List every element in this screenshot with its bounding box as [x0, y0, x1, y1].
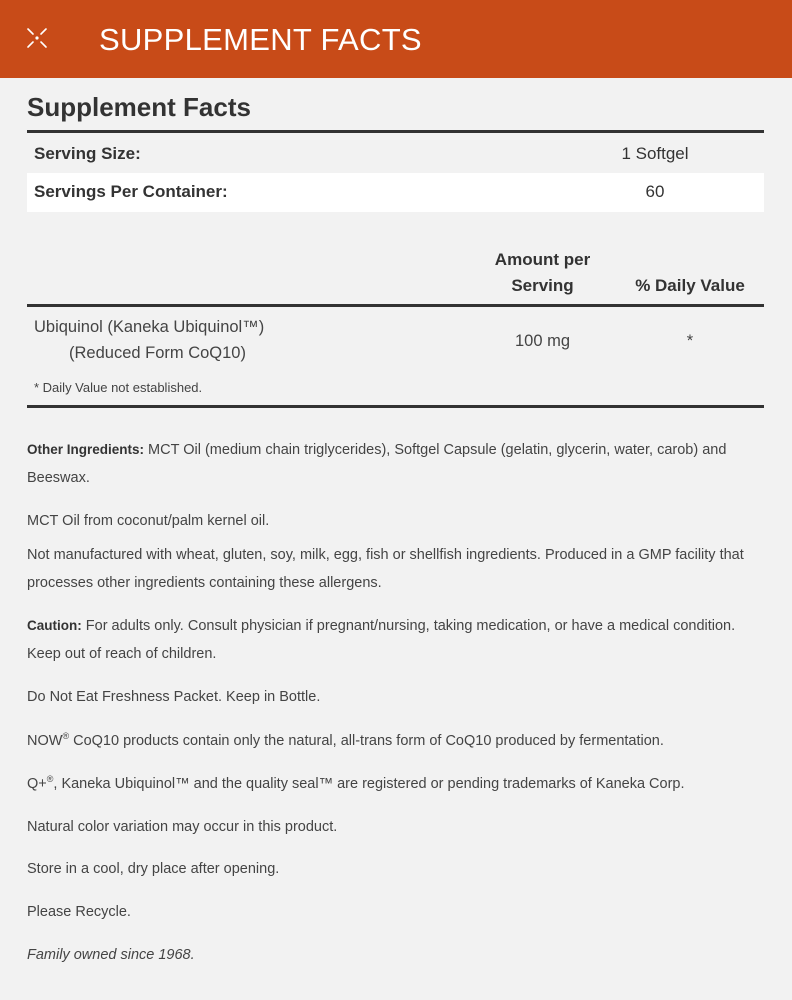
other-ingredients-text: MCT Oil (medium chain triglycerides), Softgel Capsule (gelatin, glycerin, water, carob) and Beeswax. — [27, 442, 727, 486]
facts-top-rule — [27, 130, 764, 133]
allergen-statement: Not manufactured with wheat, gluten, soy, milk, egg, fish or shellfish ingredients. Produced in a GMP facility that processes other ingredients containing these allergens. — [27, 547, 744, 591]
other-ingredients — [27, 436, 767, 492]
facts-title: Supplement Facts — [27, 92, 251, 122]
now-brand: NOW — [27, 733, 63, 749]
serving-size-label: Serving Size: — [34, 144, 141, 163]
q-plus-brand: Q+ — [27, 776, 47, 792]
ingredient-name-line2: (Reduced Form CoQ10) — [69, 344, 246, 362]
trademark-text: , Kaneka Ubiquinol™ and the quality seal™ are registered or pending trademarks of Kaneka Corp. — [53, 776, 685, 792]
family-owned-note: Family owned since 1968. — [27, 947, 195, 963]
mct-source: MCT Oil from coconut/palm kernel oil. — [27, 513, 270, 529]
sparkle-x-icon — [26, 27, 48, 49]
registered-mark: ® — [62, 731, 70, 741]
amount-header-line1: Amount per — [494, 250, 591, 269]
column-header-rule — [27, 304, 764, 307]
daily-value-footnote: * Daily Value not established. — [34, 380, 203, 395]
ingredient-name-line1: Ubiquinol (Kaneka Ubiquinol™) — [34, 318, 265, 336]
facts-bottom-rule — [27, 405, 764, 408]
recycle-note: Please Recycle. — [27, 904, 131, 920]
freshness-note: Do Not Eat Freshness Packet. Keep in Bottle. — [27, 689, 321, 705]
ingredient-daily-value: * — [686, 332, 694, 350]
amount-per-serving-header — [470, 247, 615, 299]
daily-value-header: % Daily Value — [635, 276, 745, 295]
amount-header-line2: Serving — [511, 276, 574, 295]
color-variation-note: Natural color variation may occur in this product. — [27, 819, 338, 835]
caution-text: For adults only. Consult physician if pregnant/nursing, taking medication, or have a medical condition. Keep out of reach of children. — [27, 618, 736, 662]
caution — [27, 612, 767, 668]
serving-size-value: 1 Softgel — [621, 144, 689, 163]
servings-per-container-value: 60 — [645, 182, 665, 201]
now-coq10-note — [27, 727, 767, 755]
caution-label: Caution: — [27, 618, 82, 633]
storage-note: Store in a cool, dry place after opening. — [27, 861, 280, 877]
servings-per-container-label: Servings Per Container: — [34, 182, 228, 201]
section-header — [0, 0, 792, 78]
header-title: SUPPLEMENT FACTS — [99, 22, 422, 57]
now-coq10-text: CoQ10 products contain only the natural, all-trans form of CoQ10 produced by fermentation. — [69, 733, 664, 749]
ingredient-amount: 100 mg — [514, 332, 571, 350]
trademark-note — [27, 770, 767, 798]
other-ingredients-label: Other Ingredients: — [27, 442, 145, 457]
registered-mark: ® — [46, 774, 54, 784]
